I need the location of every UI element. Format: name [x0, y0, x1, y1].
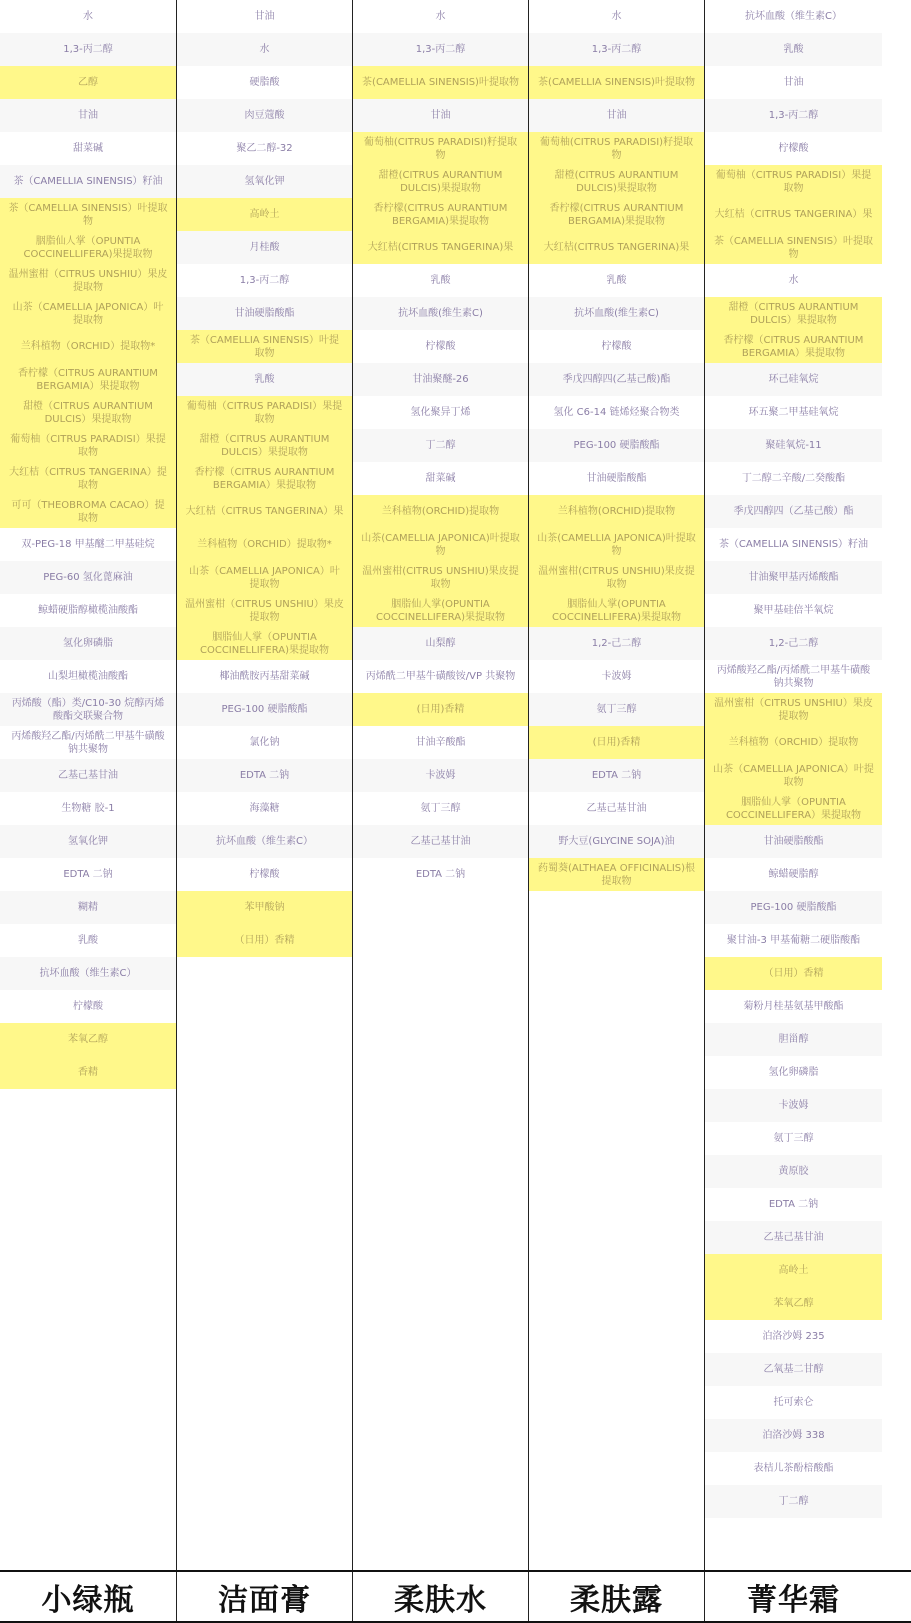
ingredient-cell: 香柠檬（CITRUS AURANTIUM BERGAMIA）果提取物	[177, 462, 352, 495]
ingredient-cell: 苯甲酸钠	[177, 891, 352, 924]
ingredient-cell: 甜橙（CITRUS AURANTIUM DULCIS）果提取物	[177, 429, 352, 462]
ingredient-cell: 卡波姆	[529, 660, 704, 693]
ingredient-cell: 温州蜜柑(CITRUS UNSHIU)果皮提取物	[529, 561, 704, 594]
ingredient-cell: 抗坏血酸(维生素C)	[353, 297, 528, 330]
ingredient-cell: 香柠檬(CITRUS AURANTIUM BERGAMIA)果提取物	[353, 198, 528, 231]
ingredient-cell: （日用）香精	[177, 924, 352, 957]
ingredient-cell: 胭脂仙人掌（OPUNTIA COCCINELLIFERA)果提取物	[177, 627, 352, 660]
ingredient-cell: 乳酸	[529, 264, 704, 297]
ingredient-cell: 山茶（CAMELLIA JAPONICA）叶提取物	[0, 297, 176, 330]
column-divider	[528, 0, 529, 1623]
ingredient-cell: 山茶（CAMELLIA JAPONICA）叶提取物	[705, 759, 882, 792]
ingredient-cell: 可可（THEOBROMA CACAO）提取物	[0, 495, 176, 528]
ingredient-cell: 卡波姆	[705, 1089, 882, 1122]
ingredient-cell: 大红桔（CITRUS TANGERINA）果	[177, 495, 352, 528]
ingredient-cell: 茶（CAMELLIA SINENSIS）叶提取物	[0, 198, 176, 231]
ingredient-cell: 1,3-丙二醇	[529, 33, 704, 66]
ingredient-cell: 氢氧化钾	[0, 825, 176, 858]
ingredient-cell: 甜橙(CITRUS AURANTIUM DULCIS)果提取物	[353, 165, 528, 198]
ingredient-cell: 甘油	[0, 99, 176, 132]
ingredient-cell: EDTA 二钠	[353, 858, 528, 891]
ingredient-column	[177, 0, 352, 1570]
ingredient-cell: 胆甾醇	[705, 1023, 882, 1056]
ingredient-cell: 氢化聚异丁烯	[353, 396, 528, 429]
column-divider	[704, 0, 705, 1623]
ingredient-cell: 山茶(CAMELLIA JAPONICA)叶提取物	[529, 528, 704, 561]
ingredient-cell: 环五聚二甲基硅氧烷	[705, 396, 882, 429]
ingredient-column	[705, 0, 882, 1570]
ingredient-cell: 茶（CAMELLIA SINENSIS）叶提取物	[705, 231, 882, 264]
ingredient-cell: 黄原胶	[705, 1155, 882, 1188]
ingredient-cell: 香柠檬（CITRUS AURANTIUM BERGAMIA）果提取物	[705, 330, 882, 363]
ingredient-cell: 胭脂仙人掌(OPUNTIA COCCINELLIFERA)果提取物	[353, 594, 528, 627]
ingredient-cell: 茶（CAMELLIA SINENSIS）籽油	[705, 528, 882, 561]
ingredient-cell: 抗坏血酸（维生素C）	[0, 957, 176, 990]
ingredient-cell: 兰科植物（ORCHID）提取物	[705, 726, 882, 759]
ingredient-cell: 苯氧乙醇	[0, 1023, 176, 1056]
ingredient-cell: 山梨坦橄榄油酸酯	[0, 660, 176, 693]
ingredient-cell: 茶(CAMELLIA SINENSIS)叶提取物	[353, 66, 528, 99]
ingredient-cell: 水	[705, 264, 882, 297]
ingredient-cell: 水	[353, 0, 528, 33]
ingredient-cell: 乳酸	[705, 33, 882, 66]
ingredient-cell: 甜橙（CITRUS AURANTIUM DULCIS）果提取物	[0, 396, 176, 429]
ingredient-cell: 鲸蜡硬脂醇橄榄油酸酯	[0, 594, 176, 627]
ingredient-cell: 乳酸	[0, 924, 176, 957]
ingredient-cell: 水	[529, 0, 704, 33]
ingredient-cell: 兰科植物(ORCHID)提取物	[529, 495, 704, 528]
ingredient-cell: 聚甘油-3 甲基葡糖二硬脂酸酯	[705, 924, 882, 957]
ingredient-cell: 泊洛沙姆 338	[705, 1419, 882, 1452]
ingredient-cell: 大红桔（CITRUS TANGERINA）提取物	[0, 462, 176, 495]
ingredient-cell: 甘油辛酸酯	[353, 726, 528, 759]
ingredient-cell: 丁二醇	[353, 429, 528, 462]
ingredient-cell: 糊精	[0, 891, 176, 924]
ingredient-cell: 乙基己基甘油	[0, 759, 176, 792]
ingredient-cell: PEG-100 硬脂酸酯	[705, 891, 882, 924]
ingredient-cell: 胭脂仙人掌（OPUNTIA COCCINELLIFERA）果提取物	[705, 792, 882, 825]
ingredient-cell: 水	[0, 0, 176, 33]
ingredient-cell: 氨丁三醇	[705, 1122, 882, 1155]
ingredient-cell: 山茶（CAMELLIA JAPONICA）叶提取物	[177, 561, 352, 594]
ingredient-cell: 甜菜碱	[353, 462, 528, 495]
product-name: 柔肤露	[570, 1582, 663, 1618]
ingredient-cell: 甘油硬脂酸酯	[529, 462, 704, 495]
ingredient-cell: 氢化 C6-14 链烯烃聚合物类	[529, 396, 704, 429]
product-name: 柔肤水	[394, 1582, 487, 1618]
ingredient-cell: 聚硅氧烷-11	[705, 429, 882, 462]
ingredient-cell: 丙烯酰二甲基牛磺酸铵/VP 共聚物	[353, 660, 528, 693]
ingredient-cell: 泊洛沙姆 235	[705, 1320, 882, 1353]
ingredient-cell: 兰科植物(ORCHID)提取物	[353, 495, 528, 528]
ingredient-cell: 葡萄柚（CITRUS PARADISI）果提取物	[177, 396, 352, 429]
ingredient-cell: 季戊四醇四(乙基己酸)酯	[529, 363, 704, 396]
ingredient-cell: 甘油硬脂酸酯	[705, 825, 882, 858]
ingredient-cell: 季戊四醇四（乙基己酸）酯	[705, 495, 882, 528]
ingredient-cell: 甘油	[705, 66, 882, 99]
ingredient-cell: 乙醇	[0, 66, 176, 99]
ingredient-cell: 甜菜碱	[0, 132, 176, 165]
ingredient-column	[0, 0, 176, 1570]
ingredient-cell: 鲸蜡硬脂醇	[705, 858, 882, 891]
ingredient-cell: 兰科植物（ORCHID）提取物*	[0, 330, 176, 363]
ingredient-cell: 聚乙二醇-32	[177, 132, 352, 165]
ingredient-cell: 山梨醇	[353, 627, 528, 660]
ingredient-cell: 乙基己基甘油	[705, 1221, 882, 1254]
ingredient-cell: 双-PEG-18 甲基醚二甲基硅烷	[0, 528, 176, 561]
ingredient-cell: 生物糖 胶-1	[0, 792, 176, 825]
ingredient-cell: 兰科植物（ORCHID）提取物*	[177, 528, 352, 561]
ingredient-cell: 甘油	[529, 99, 704, 132]
ingredient-cell: 药蜀葵(ALTHAEA OFFICINALIS)根提取物	[529, 858, 704, 891]
ingredient-cell: 柠檬酸	[177, 858, 352, 891]
ingredient-cell: PEG-100 硬脂酸酯	[529, 429, 704, 462]
ingredient-cell: 甘油	[353, 99, 528, 132]
ingredient-cell: 1,3-丙二醇	[0, 33, 176, 66]
ingredient-cell: 氢化卵磷脂	[705, 1056, 882, 1089]
ingredient-cell: 丙烯酸（酯）类/C10-30 烷醇丙烯酸酯交联聚合物	[0, 693, 176, 726]
column-divider	[176, 0, 177, 1623]
ingredient-cell: 1,3-丙二醇	[705, 99, 882, 132]
ingredient-cell: 托可索仑	[705, 1386, 882, 1419]
ingredient-cell: 葡萄柚(CITRUS PARADISI)籽提取物	[529, 132, 704, 165]
ingredient-cell: 甜橙(CITRUS AURANTIUM DULCIS)果提取物	[529, 165, 704, 198]
ingredient-cell: PEG-100 硬脂酸酯	[177, 693, 352, 726]
ingredient-cell: (日用)香精	[529, 726, 704, 759]
ingredient-cell: 氢氧化钾	[177, 165, 352, 198]
ingredient-cell: 丁二醇	[705, 1485, 882, 1518]
ingredient-cell: 苯氧乙醇	[705, 1287, 882, 1320]
footer-divider	[0, 1570, 911, 1572]
ingredient-cell: EDTA 二钠	[177, 759, 352, 792]
ingredient-cell: 大红桔（CITRUS TANGERINA）果	[705, 198, 882, 231]
ingredient-cell: 柠檬酸	[0, 990, 176, 1023]
ingredient-column	[353, 0, 528, 1570]
ingredient-cell: 甘油	[177, 0, 352, 33]
ingredient-cell: 丙烯酸羟乙酯/丙烯酰二甲基牛磺酸钠共聚物	[0, 726, 176, 759]
ingredient-column	[529, 0, 704, 1570]
ingredient-cell: 丁二醇二辛酸/二癸酸酯	[705, 462, 882, 495]
product-name: 洁面膏	[218, 1582, 311, 1618]
ingredient-cell: 高岭土	[177, 198, 352, 231]
ingredient-cell: (日用)香精	[353, 693, 528, 726]
ingredient-cell: 香柠檬（CITRUS AURANTIUM BERGAMIA）果提取物	[0, 363, 176, 396]
product-name: 小绿瓶	[41, 1582, 135, 1618]
ingredient-cell: 葡萄柚(CITRUS PARADISI)籽提取物	[353, 132, 528, 165]
ingredient-cell: 抗坏血酸（维生素C）	[177, 825, 352, 858]
ingredient-cell: 大红桔(CITRUS TANGERINA)果	[353, 231, 528, 264]
ingredient-cell: 卡波姆	[353, 759, 528, 792]
ingredient-cell: 香柠檬(CITRUS AURANTIUM BERGAMIA)果提取物	[529, 198, 704, 231]
ingredient-cell: 乙氧基二甘醇	[705, 1353, 882, 1386]
ingredient-cell: 野大豆(GLYCINE SOJA)油	[529, 825, 704, 858]
ingredient-cell: 高岭土	[705, 1254, 882, 1287]
ingredient-cell: 乙基己基甘油	[529, 792, 704, 825]
column-divider	[352, 0, 353, 1623]
ingredient-cell: 1,2-己二醇	[529, 627, 704, 660]
ingredient-cell: 水	[177, 33, 352, 66]
ingredient-cell: 茶（CAMELLIA SINENSIS）籽油	[0, 165, 176, 198]
ingredient-cell: PEG-60 氢化蓖麻油	[0, 561, 176, 594]
ingredient-cell: 1,3-丙二醇	[353, 33, 528, 66]
ingredient-cell: 甘油硬脂酸酯	[177, 297, 352, 330]
ingredient-cell: 聚甲基硅倍半氧烷	[705, 594, 882, 627]
ingredient-cell: 氨丁三醇	[353, 792, 528, 825]
ingredient-cell: 柠檬酸	[529, 330, 704, 363]
ingredient-cell: 乳酸	[353, 264, 528, 297]
ingredient-cell: EDTA 二钠	[529, 759, 704, 792]
ingredient-cell: 抗坏血酸(维生素C)	[529, 297, 704, 330]
ingredient-cell: 表桔儿茶酚棓酸酯	[705, 1452, 882, 1485]
ingredient-cell: 环己硅氧烷	[705, 363, 882, 396]
ingredient-cell: 葡萄柚（CITRUS PARADISI）果提取物	[0, 429, 176, 462]
ingredient-cell: 菊粉月桂基氨基甲酸酯	[705, 990, 882, 1023]
ingredient-cell: 温州蜜柑（CITRUS UNSHIU）果皮提取物	[177, 594, 352, 627]
ingredient-cell: 柠檬酸	[353, 330, 528, 363]
ingredient-cell: 氯化钠	[177, 726, 352, 759]
ingredient-cell: 柠檬酸	[705, 132, 882, 165]
ingredient-cell: 丙烯酸羟乙酯/丙烯酰二甲基牛磺酸钠共聚物	[705, 660, 882, 693]
ingredient-cell: 甜橙（CITRUS AURANTIUM DULCIS）果提取物	[705, 297, 882, 330]
ingredient-cell: 硬脂酸	[177, 66, 352, 99]
ingredient-cell: 甘油聚醚-26	[353, 363, 528, 396]
ingredient-cell: 山茶(CAMELLIA JAPONICA)叶提取物	[353, 528, 528, 561]
ingredient-cell: 茶（CAMELLIA SINENSIS）叶提取物	[177, 330, 352, 363]
ingredient-cell: 海藻糖	[177, 792, 352, 825]
ingredient-cell: 1,3-丙二醇	[177, 264, 352, 297]
ingredient-cell: 温州蜜柑（CITRUS UNSHIU）果皮提取物	[0, 264, 176, 297]
ingredient-cell: EDTA 二钠	[705, 1188, 882, 1221]
ingredient-cell: 月桂酸	[177, 231, 352, 264]
ingredient-cell: 1,2-己二醇	[705, 627, 882, 660]
ingredient-cell: 乙基己基甘油	[353, 825, 528, 858]
ingredient-cell: EDTA 二钠	[0, 858, 176, 891]
ingredient-cell: 胭脂仙人掌(OPUNTIA COCCINELLIFERA)果提取物	[529, 594, 704, 627]
ingredient-cell: 氨丁三醇	[529, 693, 704, 726]
ingredient-cell: 茶(CAMELLIA SINENSIS)叶提取物	[529, 66, 704, 99]
ingredient-cell: 肉豆蔻酸	[177, 99, 352, 132]
ingredient-cell: 甘油聚甲基丙烯酸酯	[705, 561, 882, 594]
ingredient-cell: 椰油酰胺丙基甜菜碱	[177, 660, 352, 693]
ingredient-cell: 葡萄柚（CITRUS PARADISI）果提取物	[705, 165, 882, 198]
ingredient-cell: 胭脂仙人掌（OPUNTIA COCCINELLIFERA)果提取物	[0, 231, 176, 264]
product-name: 菁华霜	[747, 1582, 840, 1618]
ingredient-cell: 抗坏血酸（维生素C）	[705, 0, 882, 33]
ingredient-cell: 香精	[0, 1056, 176, 1089]
ingredient-cell: 温州蜜柑(CITRUS UNSHIU)果皮提取物	[353, 561, 528, 594]
ingredient-cell: 乳酸	[177, 363, 352, 396]
ingredient-cell: 大红桔(CITRUS TANGERINA)果	[529, 231, 704, 264]
ingredient-cell: 温州蜜柑（CITRUS UNSHIU）果皮提取物	[705, 693, 882, 726]
ingredient-cell: （日用）香精	[705, 957, 882, 990]
ingredient-cell: 氢化卵磷脂	[0, 627, 176, 660]
